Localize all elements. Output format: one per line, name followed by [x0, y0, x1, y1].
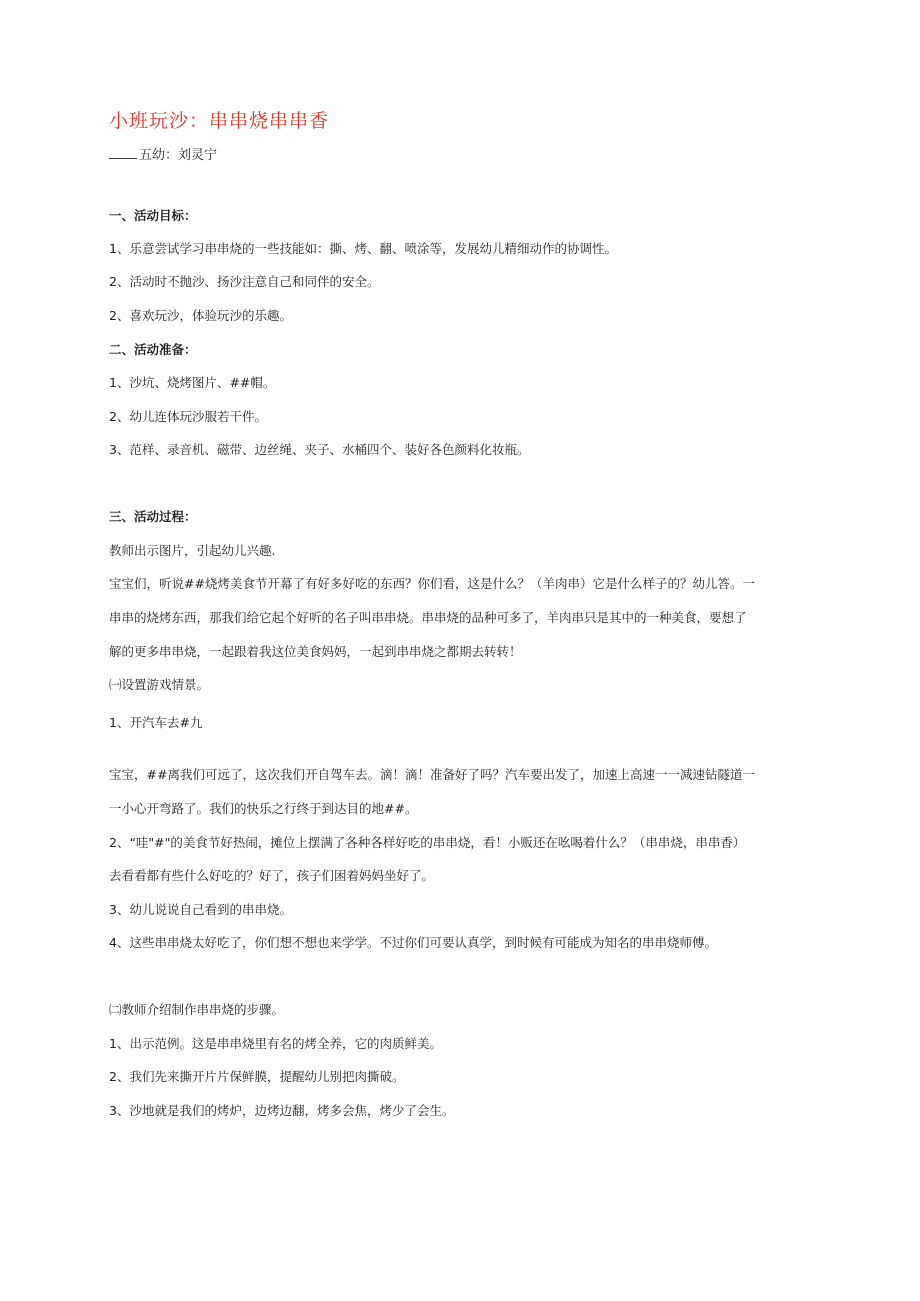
prep-item-1: 1、沙坑、烧烤图片、##帽。 [109, 375, 276, 390]
author-text: 五幼：刘灵宁 [139, 148, 218, 163]
process-para1-line1: 宝宝们，听说##烧烤美食节开幕了有好多好吃的东西？你们看，这是什么？（羊肉串）它是什么样子的？幼儿答。一 [109, 576, 755, 591]
process-sub2: ㈡教师介绍制作串串烧的步骤。 [109, 1002, 285, 1017]
goals-heading: 一、活动目标： [109, 208, 197, 223]
process-step3: 3、幼儿说说自己看到的串串烧。 [109, 902, 292, 917]
process-para1-line2: 串串的烧烤东西，那我们给它起个好听的名子叫串串烧。串串烧的品种可多了，羊肉串只是其中的一种美食，要想了 [109, 610, 747, 625]
process-sub1: ㈠设置游戏情景。 [109, 677, 210, 692]
process-step2-line1: 2、“哇"#"的美食节好热闹，摊位上摆满了各种各样好吃的串串烧，看！小贩还在吆喝着什么？（串串烧，串串香） [109, 835, 746, 850]
prep-heading: 二、活动准备： [109, 342, 197, 357]
author-line [109, 144, 217, 163]
goals-item-1: 1、乐意尝试学习串串烧的一些技能如：撕、烤、翻、喷涂等，发展幼儿精细动作的协调性。 [109, 241, 617, 256]
process-steps2-item-2: 2、我们先来撕开片片保鲜膜，提醒幼儿别把肉撕破。 [109, 1069, 405, 1084]
document-title: 小班玩沙：串串烧串串香 [109, 110, 330, 132]
goals-item-3: 2、喜欢玩沙，体验玩沙的乐趣。 [109, 308, 292, 323]
goals-item-2: 2、活动时不抛沙、扬沙注意自己和同伴的安全。 [109, 274, 380, 289]
process-step4: 4、这些串串烧太好吃了，你们想不想也来学学。不过你们可要认真学，到时候有可能成为知名的串串烧师傅。 [109, 935, 717, 950]
process-step2-line2: 去看看都有些什么好吃的？好了，孩子们困着妈妈坐好了。 [109, 868, 435, 883]
underline-blank [109, 158, 137, 159]
prep-item-3: 3、范样、录音机、磁带、边丝绳、夹子、水桶四个、装好各色颜料化妆瓶。 [109, 442, 530, 457]
process-para2-line2: 一小心开弯路了。我们的快乐之行终于到达目的地##。 [109, 801, 418, 816]
prep-item-2: 2、幼儿连体玩沙服若干件。 [109, 409, 267, 424]
process-para2-line1: 宝宝，##离我们可远了，这次我们开自驾车去。滴！滴！准备好了吗？汽车要出发了，加速上高速一一减速钻隧道一 [109, 767, 755, 782]
process-intro: 教师出示图片，引起幼儿兴趣. [109, 543, 276, 558]
process-para1-line3: 解的更多串串烧，一起跟着我这位美食妈妈，一起到串串烧之都期去转转！ [109, 644, 522, 659]
process-steps2-item-1: 1、出示范例。这是串串烧里有名的烤全养，它的肉质鲜美。 [109, 1036, 442, 1051]
process-steps2-item-3: 3、沙地就是我们的烤炉，边烤边翻，烤多会焦，烤少了会生。 [109, 1103, 455, 1118]
process-step1: 1、开汽车去#九 [109, 715, 203, 730]
process-heading: 三、活动过程： [109, 509, 197, 524]
